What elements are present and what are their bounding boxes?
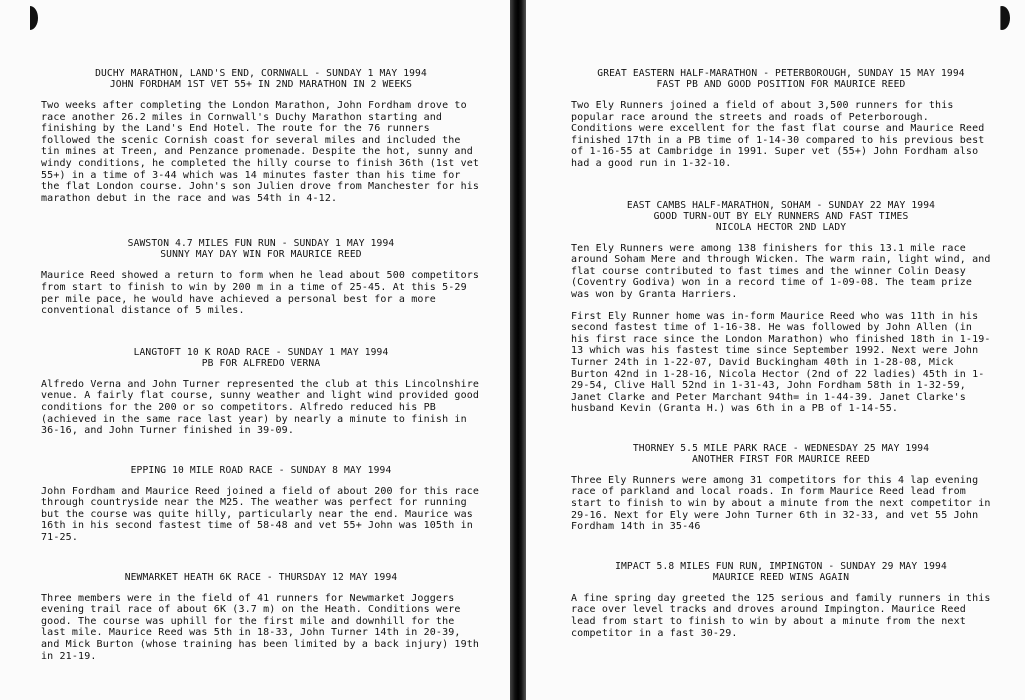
- article-body: Three Ely Runners were among 31 competitors for this 4 lap evening race of parkland and local roads. In form Maurice Reed lead from start to finish to win by about a minute from the next competitor in 29-16. Next for Ely were John Turner 6th in 32-33, and vet 55 John Fordham 14th in 35-46: [571, 474, 991, 533]
- article-headline: LANGTOFT 10 K ROAD RACE - SUNDAY 1 MAY 1994: [133, 346, 389, 358]
- article-headline: DUCHY MARATHON, LAND'S END, CORNWALL - SUNDAY 1 MAY 1994: [95, 68, 427, 79]
- article-thorney-park-race: [571, 443, 991, 533]
- article-headline: EPPING 10 MILE ROAD RACE - SUNDAY 8 MAY 1994: [130, 464, 392, 476]
- article-body: A fine spring day greeted the 125 serious and family runners in this race over level tracks and droves around Impington. Maurice Reed lead from start to finish to win by about a minute from the next competitor in a fast 30-29.: [571, 592, 991, 639]
- article-headline: NEWMARKET HEATH 6K RACE - THURSDAY 12 MAY 1994: [124, 571, 398, 583]
- article-body: Two Ely Runners joined a field of about 3,500 runners for this popular race around the streets and roads of Peterborough. Conditions were excellent for the fast flat course and Maurice Reed finished 17th in a PB time of 1-14-30 compared to his previous best of 1-16-55 at Cambridge in 1991. Super vet (55+) John Fordham also had a good run in 1-32-10.: [571, 100, 985, 169]
- article-subhead: MAURICE REED WINS AGAIN: [712, 571, 850, 583]
- left-column: [41, 68, 481, 662]
- article-headline: EAST CAMBS HALF-MARATHON, SOHAM - SUNDAY 22 MAY 1994: [626, 199, 936, 211]
- article-subhead: NICOLA HECTOR 2ND LADY: [715, 221, 847, 233]
- article-east-cambs-half-marathon: [571, 200, 991, 415]
- article-subhead: PB FOR ALFREDO VERNA: [201, 357, 321, 369]
- article-body-continued: First Ely Runner home was in-form Maurice Reed who was 11th in his second fastest time of 1-16-38. He was followed by John Allen (in his first race since the London Marathon) who finished 18th in 1-19-13 which was his fastest time since September 1992. Next were John Turner 24th in 1-22-07, David Buckingham 40th in 1-28-08, Mick Burton 42nd in 1-28-16, Nicola Hector (2nd of 22 ladies) 45th in 1-29-54, Clive Hall 52nd in 1-31-43, John Fordham 58th in 1-32-59, Janet Clarke and Peter Marchant 94th= in 1-44-39. Janet Clarke's husband Kevin (Granta H.) was 6th in a PB of 1-14-55.: [571, 310, 991, 415]
- article-langtoft-10k: [41, 347, 481, 437]
- article-subhead: GOOD TURN-OUT BY ELY RUNNERS AND FAST TIMES: [653, 210, 909, 222]
- article-body: Ten Ely Runners were among 138 finishers for this 13.1 mile race around Soham Mere and through Wicken. The warm rain, light wind, and flat course contributed to fast times and the winner Colin Deasy (Coventry Godiva) won in a record time of 1-09-08. The team prize was won by Granta Harriers.: [571, 242, 991, 300]
- article-subhead: JOHN FORDHAM 1ST VET 55+ IN 2ND MARATHON IN 2 WEEKS: [109, 79, 413, 90]
- article-subhead: ANOTHER FIRST FOR MAURICE REED: [692, 453, 870, 465]
- article-body: Three members were in the field of 41 runners for Newmarket Joggers evening trail race of about 6K (3.7 m) on the Heath. Conditions were good. The course was uphill for the first mile and downhill for the last mile. Maurice Reed was 5th in 18-33, John Turner 14th in 20-39, and Mick Burton (whose training has been limited by a back injury) 19th in 21-19.: [41, 592, 480, 662]
- article-subhead: FAST PB AND GOOD POSITION FOR MAURICE REED: [656, 79, 906, 90]
- article-headline: IMPACT 5.8 MILES FUN RUN, IMPINGTON - SUNDAY 29 MAY 1994: [615, 560, 947, 572]
- article-headline: SAWSTON 4.7 MILES FUN RUN - SUNDAY 1 MAY 1994: [127, 238, 395, 250]
- right-column: [571, 68, 991, 639]
- article-newmarket-heath-6k: [41, 572, 481, 663]
- article-duchy-marathon: [41, 68, 481, 204]
- article-body: John Fordham and Maurice Reed joined a field of about 200 for this race through countryside near the M25. The weather was perfect for running but the course was quite hilly, particularly near the end. Maurice was 16th in his second fastest time of 58-48 and vet 55+ John was 105th in 71-25.: [41, 485, 480, 544]
- article-epping-10-mile: [41, 465, 481, 544]
- article-headline: THORNEY 5.5 MILE PARK RACE - WEDNESDAY 25 MAY 1994: [632, 442, 930, 454]
- article-sawston-fun-run: [41, 238, 481, 316]
- article-headline: GREAT EASTERN HALF-MARATHON - PETERBOROUGH, SUNDAY 15 MAY 1994: [597, 68, 965, 79]
- article-impact-fun-run: [571, 561, 991, 639]
- article-body: Two weeks after completing the London Marathon, John Fordham drove to race another 26.2 miles in Cornwall's Duchy Marathon starting and finishing by the Land's End Hotel. The route for the 76 runners followed the scenic Cornish coast for several miles and included the tin mines at Treen, and Penzance promenade. Despite the hot, sunny and windy conditions, he completed the hilly course to finish 36th (1st vet 55+) in a time of 3-44 which was 14 minutes faster than his time for the flat London course. John's son Julien drove from Manchester for his marathon debut in the race and was 54th in 4-12.: [41, 100, 480, 204]
- binding-gutter: [510, 0, 526, 700]
- article-body: Maurice Reed showed a return to form when he lead about 500 competitors from start to finish to win by 200 m in a time of 25-45. At this 5-29 per mile pace, he would have achieved a personal best for a more conventional distance of 5 miles.: [41, 270, 480, 317]
- article-subhead: SUNNY MAY DAY WIN FOR MAURICE REED: [160, 249, 362, 261]
- article-body: Alfredo Verna and John Turner represented the club at this Lincolnshire venue. A fairly flat course, sunny weather and light wind provided good conditions for the 200 or so competitors. Alfredo reduced his PB (achieved in the same race last year) by nearly a minute to finish in 36-16, and John Turner finished in 39-09.: [41, 378, 480, 437]
- article-great-eastern-half-marathon: [571, 68, 991, 170]
